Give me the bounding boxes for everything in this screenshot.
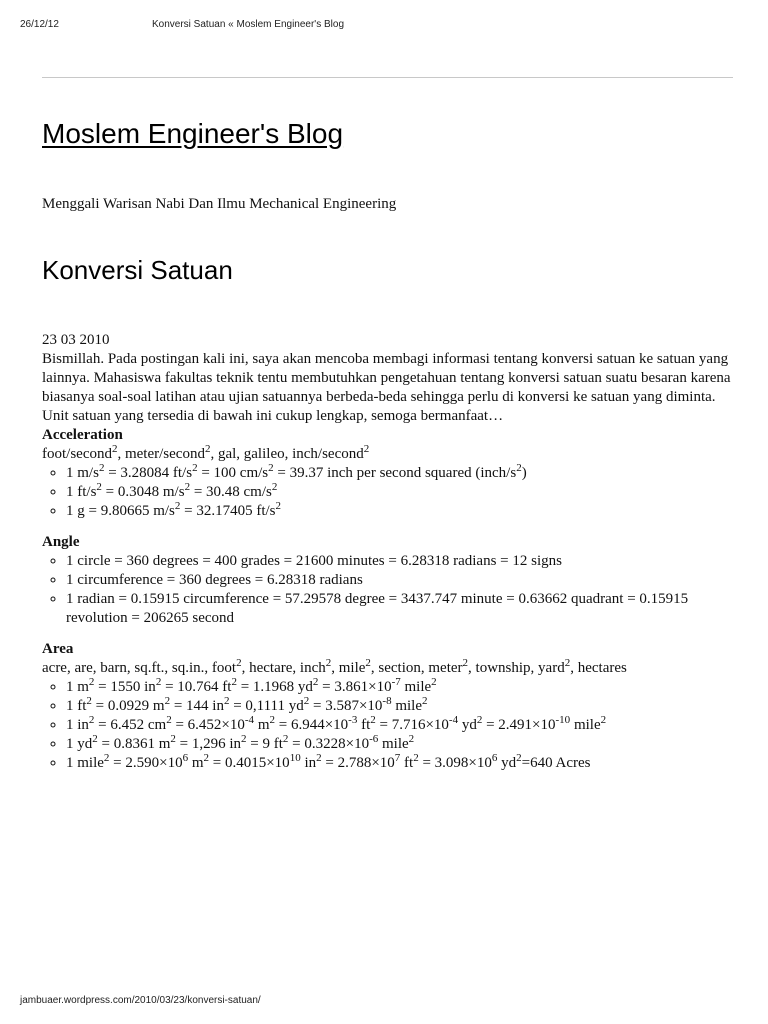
print-footer-url: jambuaer.wordpress.com/2010/03/23/konversi-satuan/ bbox=[20, 995, 261, 1006]
conversion-list-area bbox=[42, 678, 734, 773]
blog-tagline: Menggali Warisan Nabi Dan Ilmu Mechanical Engineering bbox=[42, 196, 397, 212]
post-date: 23 03 2010 bbox=[42, 332, 110, 348]
section-heading-area: Area bbox=[42, 641, 74, 657]
section-units-acceleration: foot/second$^2$, meter/second$^2$, gal, galileo, inch/second$^2$ bbox=[42, 443, 370, 462]
list-item: ◦ 1 $ft/s^2 = 0.3048$ $m/s^2 = 30.48$ $cm/s^2$ bbox=[66, 483, 734, 502]
section-units-area: acre, are, barn, sq.ft., sq.in., foot$^2$, hectare, inch$^2$, mile$^2$, section, meter$^2$, township, yard$^2$, hectares bbox=[42, 657, 627, 676]
list-item: ◦ 1 $yd^2 = 0.8361$ $m^2 = 1,296$ $in^2 = 9$ $ft^2 = 0.3228\times 10^{-6}$ mile$^2$ bbox=[66, 735, 734, 754]
post-intro: Bismillah. Pada postingan kali ini, saya akan mencoba membagi informasi tentang konversi satuan ke satuan yang lainnya. Mahasiswa fakultas teknik tentu membutuhkan pengetahuan tentang konversi satuan suatu besaran karena biasanya soal-soal latihan atau ujian satuannya berbeda-beda sehingga perlu di konversi ke satuan yang diminta. Unit satuan yang tersedia di bawah ini cukup lengkap, semoga bermanfaat… bbox=[42, 351, 731, 424]
post-content bbox=[42, 331, 734, 785]
list-item: ◦ 1 $ft^2 = 0.0929$ $m^2 = 144$ $in^2 = 0,1111$ $yd^2 = 3.587\times 10^{-8}$ mile$^2$ bbox=[66, 697, 734, 716]
print-date: 26/12/12 bbox=[20, 19, 59, 30]
list-item: ◦ 1 g = 9.80665 $m/s^2 = 32.17405$ $ft/s^2$ bbox=[66, 502, 734, 521]
list-item: ◦ 1 $in^2 = 6.452$ $cm^2 = 6.452\times 10^{-4}$ $m^2 = 6.944\times 10^{-3}$ $ft^2 = 7.716\times 10^{-4}$ $yd^2 = 2.491\times 10^{-10}$ mile$^2$ bbox=[66, 716, 734, 735]
list-item: ◦ 1 radian = 0.15915 circumference = 57.29578 degree = 3437.747 minute = 0.63662 quadrant = 0.15915 revolution = 206265 second bbox=[66, 590, 734, 628]
list-item: ◦ 1 mile$^2$ = $2.590\times 10^6$ $m^2 = 0.4015\times 10^{10}$ $in^2 = 2.788\times 10^7$ $ft^2 = 3.098\times 10^6$ $yd^2=640$ Acres bbox=[66, 754, 734, 773]
section-heading-angle: Angle bbox=[42, 534, 80, 550]
print-page-title: Konversi Satuan « Moslem Engineer's Blog bbox=[152, 19, 345, 30]
list-item: ◦ 1 circumference = 360 degrees = 6.28318 radians bbox=[66, 571, 734, 590]
conversion-list-angle bbox=[42, 552, 734, 628]
header-divider bbox=[42, 77, 733, 78]
list-item: ◦ 1 circle = 360 degrees = 400 grades = 21600 minutes = 6.28318 radians = 12 signs bbox=[66, 552, 734, 571]
list-item: ◦ 1 $m/s^2 = 3.28084$ $ft/s^2 = 100$ $cm/s^2 = 39.37$ inch per second squared $(inch/s^2)$ bbox=[66, 464, 734, 483]
conversion-list-acceleration bbox=[42, 464, 734, 521]
list-item: ◦ 1 $m^2 = 1550$ $in^2 = 10.764$ $ft^2 = 1.1968$ $yd^2 = 3.861\times 10^{-7}$ mile$^2$ bbox=[66, 678, 734, 697]
blog-title-link[interactable]: Moslem Engineer's Blog bbox=[42, 118, 344, 149]
section-heading-acceleration: Acceleration bbox=[42, 427, 123, 443]
post-title: Konversi Satuan bbox=[42, 255, 233, 285]
